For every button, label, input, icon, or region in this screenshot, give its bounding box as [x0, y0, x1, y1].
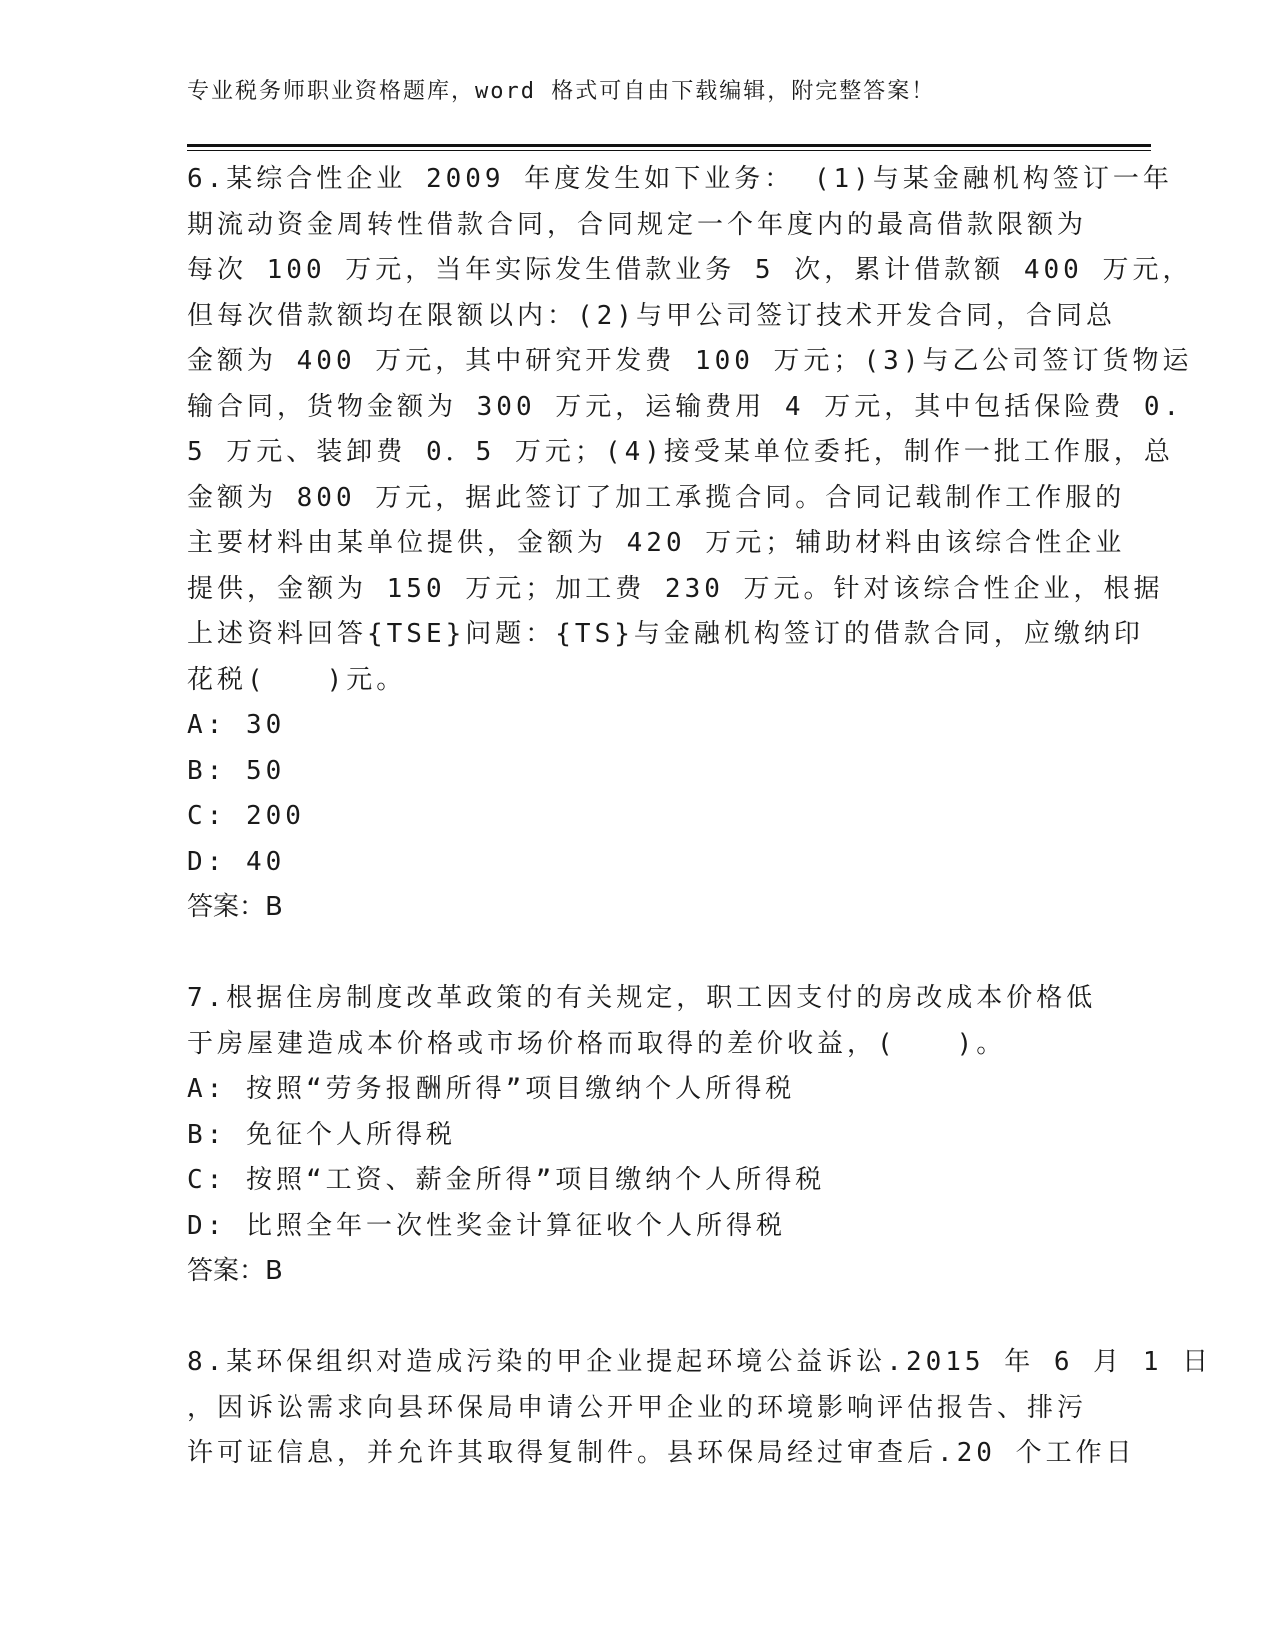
question-text-line: 每次 100 万元，当年实际发生借款业务 5 次，累计借款额 400 万元， — [187, 255, 1193, 285]
option-d: D: 40 — [187, 846, 286, 877]
question-text-line: 主要材料由某单位提供，金额为 420 万元；辅助材料由该综合性企业 — [187, 528, 1126, 558]
question-text-line: 金额为 800 万元，据此签订了加工承揽合同。合同记载制作工作服的 — [187, 482, 1126, 513]
question-7 — [187, 976, 1097, 1295]
option-a: A: 按照“劳务报酬所得”项目缴纳个人所得税 — [187, 1074, 796, 1104]
question-content — [187, 157, 1213, 1477]
question-text-line: 5 万元、装卸费 0．5 万元；(4)接受某单位委托，制作一批工作服，总 — [187, 437, 1174, 467]
question-text-line: 7.根据住房制度改革政策的有关规定，职工因支付的房改成本价格低 — [187, 983, 1097, 1013]
answer-label: 答案：B — [187, 1256, 283, 1286]
question-text-line: 输合同，货物金额为 300 万元，运输费用 4 万元，其中包括保险费 0. — [187, 391, 1184, 422]
option-d: D: 比照全年一次性奖金计算征收个人所得税 — [187, 1210, 786, 1241]
page-header: 专业税务师职业资格题库，word 格式可自由下载编辑，附完整答案！ — [187, 79, 936, 104]
option-b: B: 免征个人所得税 — [187, 1119, 456, 1150]
question-text-line: 提供，金额为 150 万元；加工费 230 万元。针对该综合性企业，根据 — [187, 573, 1164, 604]
option-c: C: 200 — [187, 801, 305, 831]
header-rule-thick — [187, 144, 1151, 147]
question-text-line: 6.某综合性企业 2009 年度发生如下业务： (1)与某金融机构签订一年 — [187, 164, 1173, 194]
option-b: B: 50 — [187, 755, 286, 786]
question-text-line: 8.某环保组织对造成污染的甲企业提起环境公益诉讼.2015 年 6 月 1 日 — [187, 1347, 1213, 1377]
question-text-line: 期流动资金周转性借款合同，合同规定一个年度内的最高借款限额为 — [187, 209, 1088, 240]
spacer — [187, 931, 1087, 977]
question-text-line: 于房屋建造成本价格或市场价格而取得的差价收益，( )。 — [187, 1028, 1007, 1059]
answer-label: 答案：B — [187, 892, 283, 922]
option-a: A: 30 — [187, 710, 286, 740]
header-rule-thin — [187, 150, 1151, 151]
question-8 — [187, 1340, 1213, 1477]
question-6 — [187, 157, 1193, 931]
option-c: C: 按照“工资、薪金所得”项目缴纳个人所得税 — [187, 1165, 826, 1195]
question-text-line: 金额为 400 万元，其中研究开发费 100 万元；(3)与乙公司签订货物运 — [187, 346, 1193, 376]
question-text-line: 许可证信息，并允许其取得复制件。县环保局经过审查后.20 个工作日 — [187, 1438, 1136, 1468]
question-text-line: 但每次借款额均在限额以内：(2)与甲公司签订技术开发合同，合同总 — [187, 300, 1116, 331]
spacer — [187, 1295, 1087, 1341]
question-text-line: 上述资料回答{TSE}问题：{TS}与金融机构签订的借款合同，应缴纳印 — [187, 619, 1144, 649]
question-text-line: ，因诉讼需求向县环保局申请公开甲企业的环境影响评估报告、排污 — [187, 1392, 1088, 1423]
question-text-line: 花税( )元。 — [187, 664, 407, 695]
